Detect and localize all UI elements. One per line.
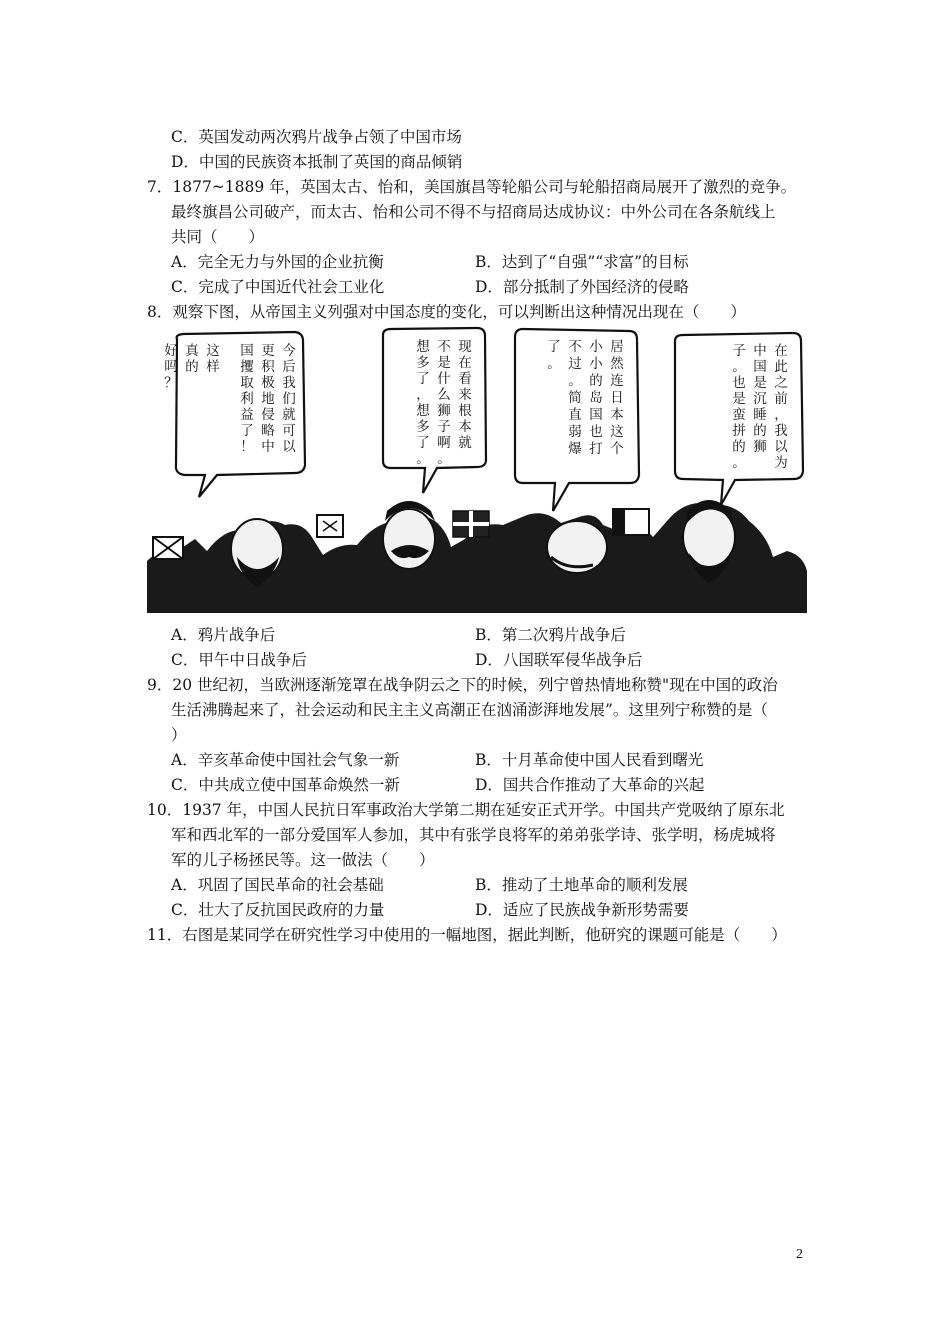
bubble-1-char: 样	[206, 359, 220, 375]
bubble-2-char: 极	[261, 375, 275, 391]
bubble-4-char: 连	[610, 373, 624, 389]
bubble-5-char: 拼	[732, 423, 746, 439]
bubble-2-char: 就	[282, 407, 296, 423]
q9-option-b: B．十月革命使中国人民看到曙光	[475, 751, 704, 769]
q9-stem-line-2: 生活沸腾起来了，社会运动和民主主义高潮正在汹涌澎湃地发展”。这里列宁称赞的是（	[171, 701, 768, 719]
bubble-5-char: 的	[732, 439, 746, 455]
bubble-5-char: 。	[732, 359, 746, 375]
bubble-5-char: 以	[774, 439, 788, 455]
bubble-3-char: 就	[458, 435, 472, 451]
bubble-2-char: 我	[282, 375, 296, 391]
bubble-3-char: 么	[437, 387, 451, 403]
bubble-2-char: 们	[282, 391, 296, 407]
bubble-2-char: ！	[240, 439, 254, 455]
bubble-5-char: 睡	[753, 407, 767, 423]
bubble-5-char: 子	[732, 343, 746, 359]
bubble-2-char: 中	[261, 439, 275, 455]
bubble-3-char: 根	[458, 403, 472, 419]
bubble-5-char: 前	[774, 391, 788, 407]
q8-option-c: C．甲午中日战争后	[171, 651, 307, 669]
bubble-4-char: 不	[568, 339, 582, 355]
q8-stem: 8．观察下图，从帝国主义列强对中国态度的变化，可以判断出这种情况出现在（ ）	[147, 303, 746, 321]
q10-stem-line-3: 军的儿子杨拯民等。这一做法（ ）	[171, 851, 435, 869]
bubble-4-char: 岛	[589, 390, 603, 406]
bubble-3-char: 。	[416, 451, 430, 467]
bubble-3-char: 想	[416, 403, 430, 419]
bubble-3-char: 。	[437, 451, 451, 467]
bubble-3-char: 啊	[437, 435, 451, 451]
q9-option-a: A．辛亥革命使中国社会气象一新	[171, 751, 400, 769]
bubble-2-char: 后	[282, 359, 296, 375]
q8-option-d: D．八国联军侵华战争后	[475, 651, 643, 669]
bubble-4-char: 个	[610, 441, 624, 457]
bubble-4-char: 直	[568, 407, 582, 423]
bubble-4-char: 弱	[568, 424, 582, 440]
q8-option-a: A．鸦片战争后	[171, 626, 276, 644]
q10-option-b: B．推动了土地革命的顺利发展	[475, 876, 688, 894]
bubble-3-char: 看	[458, 371, 472, 387]
bubble-2-char: 国	[240, 343, 254, 359]
bubble-3-char: 多	[416, 355, 430, 371]
bubble-4-char: 然	[610, 356, 624, 372]
bubble-3-char: 不	[437, 339, 451, 355]
bubble-4-char: 日	[610, 390, 624, 406]
bubble-2-char: 略	[261, 423, 275, 439]
bubble-5-char: 沉	[753, 391, 767, 407]
bubble-1-char: 的	[185, 359, 199, 375]
q9-stem-line-1: 9．20 世纪初，当欧洲逐渐笼罩在战争阴云之下的时候，列宁曾热情地称赞"现在中国的政治	[147, 676, 778, 694]
bubble-5-char: 在	[774, 343, 788, 359]
q10-option-c: C．壮大了反抗国民政府的力量	[171, 901, 385, 919]
bubble-1-char: 好	[164, 343, 178, 359]
q10-stem-line-2: 军和西北军的一部分爱国军人参加，其中有张学良将军的弟弟张学诗、张学明，杨虎城将	[171, 826, 776, 844]
bubble-5-char: ，	[774, 407, 788, 423]
bubble-2-char: 地	[261, 391, 275, 407]
bubble-5-char: 此	[774, 359, 788, 375]
bubble-2-char: 以	[282, 439, 296, 455]
bubble-3-char: ，	[416, 387, 430, 403]
bubble-5-char: 我	[774, 423, 788, 439]
bubble-2-char: 侵	[261, 407, 275, 423]
bubble-3-char: 了	[416, 435, 430, 451]
bubble-1-char: 吗	[164, 359, 178, 375]
bubble-3-char: 想	[416, 339, 430, 355]
bubble-3-char: 了	[416, 371, 430, 387]
q7-option-b: B．达到了“自强”“求富”的目标	[475, 253, 689, 271]
bubble-3-char: 在	[458, 355, 472, 371]
bubble-4-char: 这	[610, 424, 624, 440]
bubble-3-char: 狮	[437, 403, 451, 419]
q7-stem-line-3: 共同（ ）	[171, 228, 265, 246]
bubble-1-char: ？	[164, 375, 178, 391]
bubble-2-char: 攫	[240, 359, 254, 375]
bubble-2-char: 利	[240, 391, 254, 407]
q9-option-c: C．中共成立使中国革命焕然一新	[171, 776, 400, 794]
bubble-2-char: 更	[261, 343, 275, 359]
bubble-5-char: 之	[774, 375, 788, 391]
bubble-5-char: 国	[753, 359, 767, 375]
q7-option-c: C．完成了中国近代社会工业化	[171, 278, 385, 296]
bubble-5-char: 狮	[753, 439, 767, 455]
bubble-4-char: 过	[568, 356, 582, 372]
bubble-2-char: 今	[282, 343, 296, 359]
bubble-3-char: 是	[437, 355, 451, 371]
bubble-1-char: 这	[206, 343, 220, 359]
bubble-4-char: 简	[568, 390, 582, 406]
bubble-2-char: 了	[240, 423, 254, 439]
bubble-4-char: 小	[589, 339, 603, 355]
q6-option-d: D．中国的民族资本抵制了英国的商品倾销	[171, 153, 463, 171]
q9-option-d: D．国共合作推动了大革命的兴起	[475, 776, 705, 794]
bubble-5-char: 也	[732, 375, 746, 391]
q10-option-d: D．适应了民族战争新形势需要	[475, 901, 689, 919]
bubble-2-char: 益	[240, 407, 254, 423]
bubble-4-char: 小	[589, 356, 603, 372]
bubble-4-char: 了	[547, 339, 561, 355]
q11-stem-line-1: 11．右图是某同学在研究性学习中使用的一幅地图，据此判断，他研究的课题可能是（ ）	[147, 926, 787, 944]
bubble-5-char: 蛮	[732, 407, 746, 423]
bubble-5-char: 的	[753, 423, 767, 439]
bubble-2-char: 积	[261, 359, 275, 375]
bubble-4-char: 也	[589, 424, 603, 440]
bubble-4-char: 本	[610, 407, 624, 423]
bubble-3-char: 本	[458, 419, 472, 435]
q7-option-d: D．部分抵制了外国经济的侵略	[475, 278, 689, 296]
q7-stem-line-1: 7．1877~1889 年，英国太古、怡和，美国旗昌等轮船公司与轮船招商局展开了激烈的竞争。	[147, 178, 797, 196]
bubble-4-char: 打	[589, 441, 603, 457]
q7-stem-line-2: 最终旗昌公司破产，而太古、怡和公司不得不与招商局达成协议：中外公司在各条航线上	[171, 203, 776, 221]
bubble-3-char: 多	[416, 419, 430, 435]
bubble-3-char: 什	[437, 371, 451, 387]
bubble-3-char: 现	[458, 339, 472, 355]
bubble-5-char: 。	[732, 455, 746, 471]
bubble-5-char: 是	[732, 391, 746, 407]
q8-cartoon	[147, 325, 807, 613]
bubble-5-char: 中	[753, 343, 767, 359]
bubble-4-char: 的	[589, 373, 603, 389]
q10-stem-line-1: 10．1937 年，中国人民抗日军事政治大学第二期在延安正式开学。中国共产党吸纳了原东北	[147, 801, 785, 819]
bubble-4-char: 国	[589, 407, 603, 423]
bubble-1-char: 真	[185, 343, 199, 359]
q10-option-a: A．巩固了国民革命的社会基础	[171, 876, 384, 894]
bubble-4-char: 。	[568, 373, 582, 389]
q8-option-b: B．第二次鸦片战争后	[475, 626, 626, 644]
q9-stem-line-3: ）	[171, 726, 187, 744]
bubble-3-char: 子	[437, 419, 451, 435]
bubble-5-char: 是	[753, 375, 767, 391]
bubble-2-char: 取	[240, 375, 254, 391]
bubble-2-char: 可	[282, 423, 296, 439]
q7-option-a: A．完全无力与外国的企业抗衡	[171, 253, 384, 271]
page-number: 2	[796, 1247, 803, 1262]
bubble-4-char: 爆	[568, 441, 582, 457]
bubble-4-char: 居	[610, 339, 624, 355]
bubble-5-char: 为	[774, 455, 788, 471]
q6-option-c: C．英国发动两次鸦片战争占领了中国市场	[171, 128, 462, 146]
bubble-4-char: 。	[547, 356, 561, 372]
bubble-3-char: 来	[458, 387, 472, 403]
